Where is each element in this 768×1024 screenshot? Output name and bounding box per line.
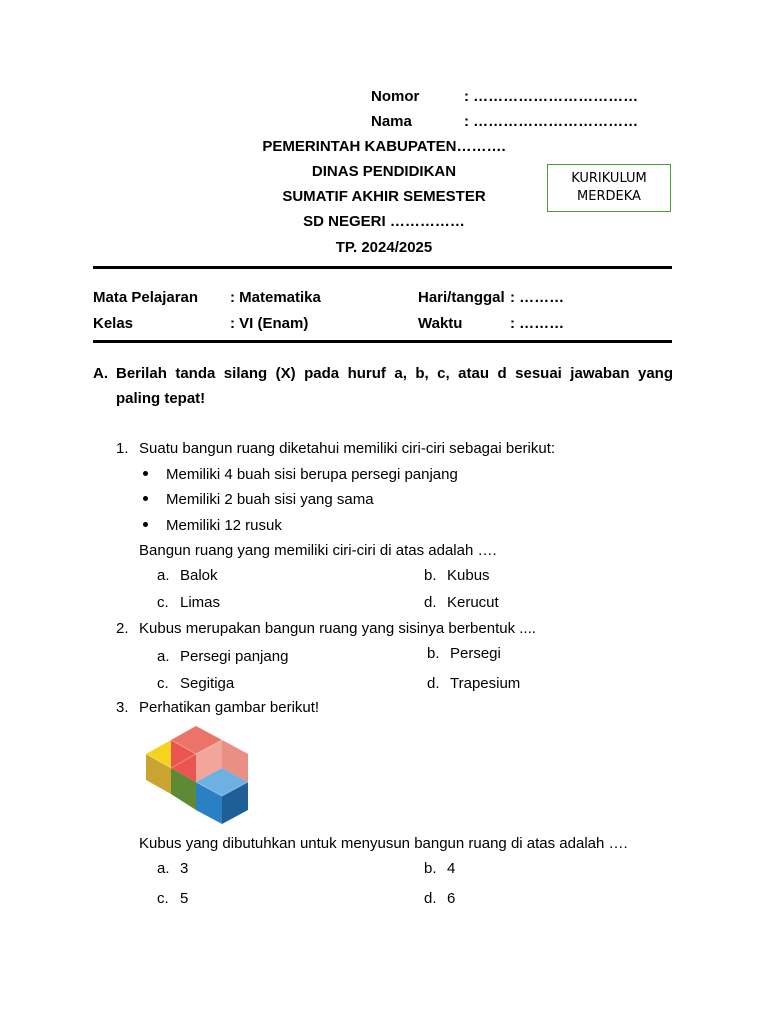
question-3-option-a[interactable]: 3 bbox=[180, 860, 189, 877]
option-letter: b. bbox=[424, 860, 437, 877]
question-3-option-d[interactable]: 6 bbox=[447, 890, 456, 907]
curriculum-badge bbox=[547, 164, 671, 212]
question-3-option-c[interactable]: 5 bbox=[180, 890, 189, 907]
header-divider-bottom bbox=[93, 340, 672, 343]
option-letter: c. bbox=[157, 675, 169, 692]
day-date-label: Hari/tanggal bbox=[418, 289, 505, 306]
day-date-value: : ……… bbox=[510, 289, 565, 306]
section-instruction-line1: Berilah tanda silang (X) pada huruf a, b, c, atau d sesuai jawaban yang bbox=[116, 365, 673, 382]
time-label: Waktu bbox=[418, 315, 463, 332]
question-3-option-b[interactable]: 4 bbox=[447, 860, 456, 877]
option-letter: d. bbox=[424, 594, 437, 611]
question-3-text: Perhatikan gambar berikut! bbox=[139, 699, 320, 716]
question-2-text: Kubus merupakan bangun ruang yang sisinya berbentuk .... bbox=[139, 620, 536, 637]
question-3-number: 3. bbox=[116, 699, 129, 716]
question-1-option-a[interactable]: Balok bbox=[180, 567, 218, 584]
question-2-option-a[interactable]: Persegi panjang bbox=[180, 648, 289, 665]
header-school-year: TP. 2024/2025 bbox=[335, 239, 433, 256]
question-2-option-d[interactable]: Trapesium bbox=[450, 675, 521, 692]
header-department: DINAS PENDIDIKAN bbox=[311, 163, 457, 180]
option-letter: b. bbox=[424, 567, 437, 584]
class-value: : VI (Enam) bbox=[230, 315, 309, 332]
question-2-number: 2. bbox=[116, 620, 129, 637]
option-letter: d. bbox=[427, 675, 440, 692]
nomor-value: : …………………………… bbox=[464, 88, 639, 105]
cube-stack-figure bbox=[138, 722, 258, 828]
question-1-bullet-1: Memiliki 4 buah sisi berupa persegi panjang bbox=[166, 466, 458, 483]
subject-label: Mata Pelajaran bbox=[93, 289, 199, 306]
question-1-number: 1. bbox=[116, 440, 129, 457]
badge-line-2: MERDEKA bbox=[577, 189, 641, 204]
question-1-option-c[interactable]: Limas bbox=[180, 594, 221, 611]
question-2-option-c[interactable]: Segitiga bbox=[180, 675, 235, 692]
option-letter: a. bbox=[157, 567, 170, 584]
option-letter: b. bbox=[427, 645, 440, 662]
option-letter: c. bbox=[157, 890, 169, 907]
header-government: PEMERINTAH KABUPATEN………. bbox=[262, 138, 506, 155]
class-label: Kelas bbox=[93, 315, 134, 332]
bullet-icon bbox=[143, 522, 148, 527]
option-letter: d. bbox=[424, 890, 437, 907]
bullet-icon bbox=[143, 471, 148, 476]
question-1-option-b[interactable]: Kubus bbox=[447, 567, 490, 584]
section-instruction-line2: paling tepat! bbox=[116, 390, 206, 407]
subject-value: : Matematika bbox=[230, 289, 321, 306]
header-school: SD NEGERI …………… bbox=[303, 213, 465, 230]
option-letter: c. bbox=[157, 594, 169, 611]
section-marker: A. bbox=[93, 365, 108, 382]
badge-line-1: KURIKULUM bbox=[571, 171, 647, 186]
question-1-option-d[interactable]: Kerucut bbox=[447, 594, 499, 611]
nama-value: : …………………………… bbox=[464, 113, 639, 130]
question-2-option-b[interactable]: Persegi bbox=[450, 645, 501, 662]
question-3-prompt: Kubus yang dibutuhkan untuk menyusun bangun ruang di atas adalah …. bbox=[139, 835, 628, 852]
option-letter: a. bbox=[157, 860, 170, 877]
question-1-text: Suatu bangun ruang diketahui memiliki ciri-ciri sebagai berikut: bbox=[139, 440, 556, 457]
question-1-bullet-2: Memiliki 2 buah sisi yang sama bbox=[166, 491, 374, 508]
nama-label: Nama bbox=[371, 113, 412, 130]
question-1-prompt: Bangun ruang yang memiliki ciri-ciri di atas adalah …. bbox=[139, 542, 497, 559]
header-divider-top bbox=[93, 266, 672, 269]
header-exam-title: SUMATIF AKHIR SEMESTER bbox=[282, 188, 486, 205]
time-value: : ……… bbox=[510, 315, 565, 332]
option-letter: a. bbox=[157, 648, 170, 665]
bullet-icon bbox=[143, 496, 148, 501]
nomor-label: Nomor bbox=[371, 88, 420, 105]
question-1-bullet-3: Memiliki 12 rusuk bbox=[166, 517, 282, 534]
